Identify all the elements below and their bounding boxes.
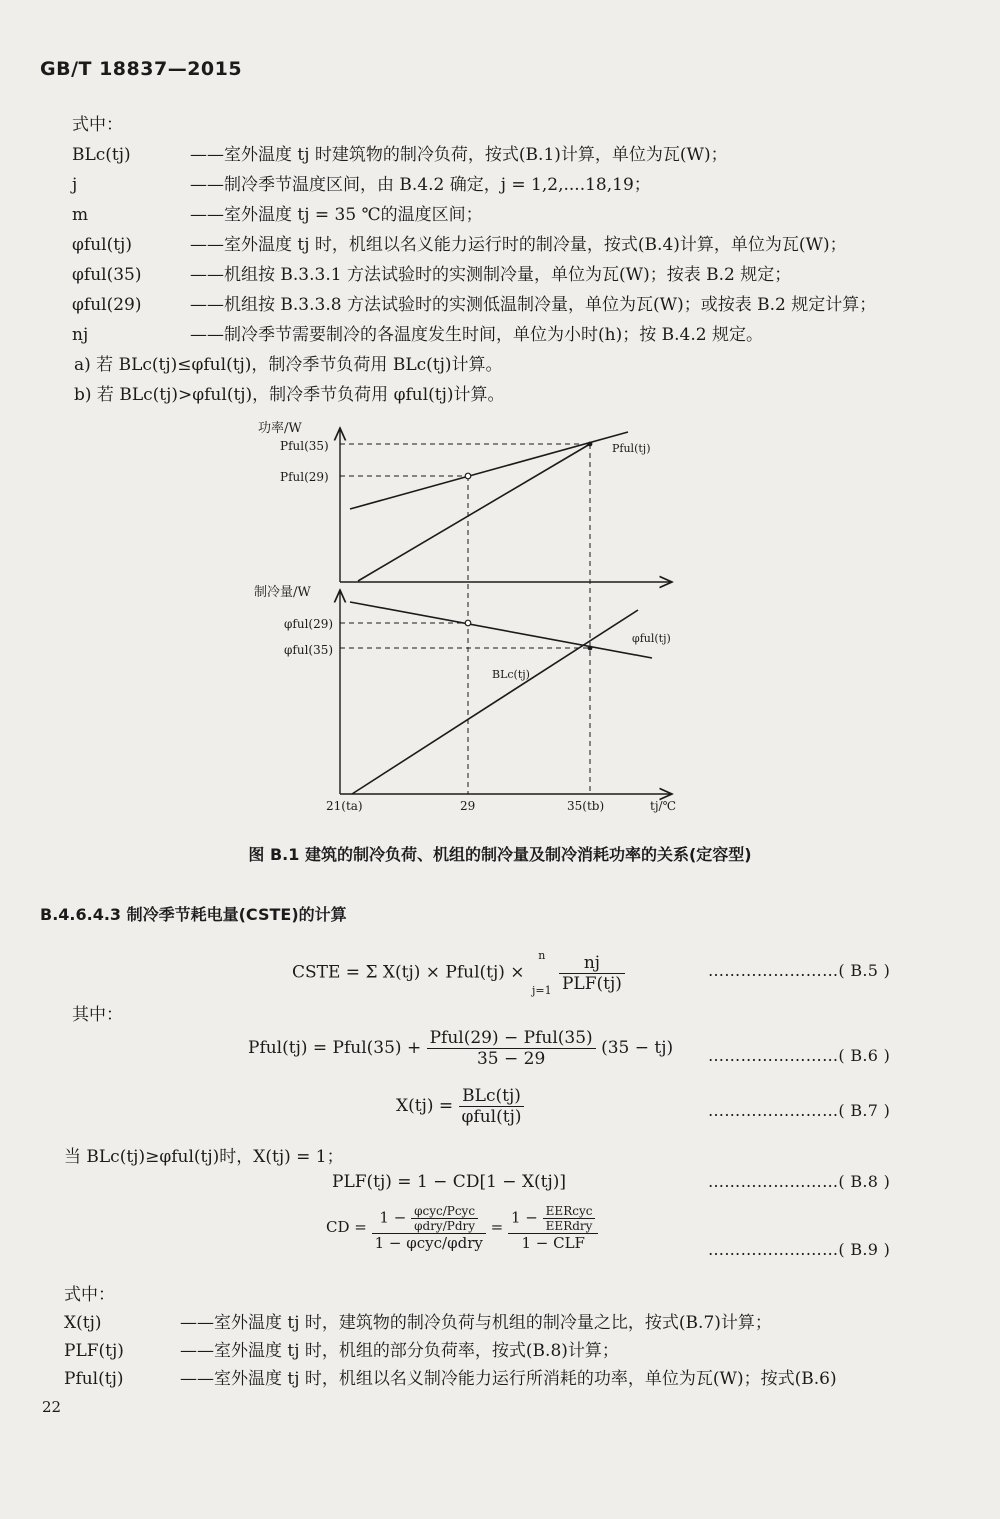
b9-a-numerator (372, 1204, 486, 1234)
point-p35 (588, 442, 593, 447)
eq-b9-number: ……………………( B.9 ) (708, 1240, 891, 1259)
x-axis-label: tj/℃ (650, 799, 677, 813)
b6-lhs: Pful(tj) = Pful(35) + (248, 1038, 422, 1058)
def-symbol: m (72, 205, 89, 225)
def-item (72, 260, 791, 285)
eq-b6-number: ……………………( B.6 ) (708, 1046, 891, 1065)
def-text: ——制冷季节需要制冷的各温度发生时间，单位为小时(h)；按 B.4.2 规定。 (190, 325, 763, 345)
case-a: a) 若 BLc(tj)≤φful(tj)，制冷季节负荷用 BLc(tj)计算。 (74, 355, 503, 375)
equation-b5 (292, 950, 625, 996)
def-item (72, 200, 483, 225)
def-item (72, 320, 763, 345)
b9-b-inner-num: EERcyc (543, 1204, 596, 1219)
def-item (64, 1308, 772, 1333)
equation-b7 (396, 1086, 524, 1127)
bottom-y-label: 制冷量/W (254, 585, 311, 600)
eq-b7-number: ……………………( B.7 ) (708, 1101, 891, 1120)
def-text: ——制冷季节温度区间，由 B.4.2 确定，j = 1,2,....18,19； (190, 175, 651, 195)
bottom-tick-phi29: φful(29) (284, 617, 334, 631)
b6-fraction (427, 1028, 596, 1069)
b9-b-inner-den: EERdry (545, 1219, 593, 1233)
b6-tail: (35 − tj) (601, 1038, 674, 1058)
def-item (64, 1336, 619, 1361)
x-tick-21: 21(ta) (326, 799, 363, 813)
load-line-top (358, 444, 590, 581)
def-text: ——室外温度 tj 时，机组以名义能力运行时的制冷量，按式(B.4)计算，单位为瓦(W)； (190, 235, 847, 255)
def-text: ——室外温度 tj = 35 ℃的温度区间； (190, 205, 483, 225)
defs2-intro: 式中： (64, 1285, 115, 1305)
b7-lhs: X(tj) = (396, 1096, 454, 1116)
x-tick-35: 35(tb) (567, 799, 605, 813)
def-text: ——室外温度 tj 时，建筑物的制冷负荷与机组的制冷量之比，按式(B.7)计算； (180, 1313, 772, 1333)
pful-curve-label: Pful(tj) (612, 442, 651, 455)
def-text: ——机组按 B.3.3.8 方法试验时的实测低温制冷量，单位为瓦(W)；或按表 B.2 规定计算； (190, 295, 877, 315)
top-tick-p29: Pful(29) (280, 470, 329, 484)
b9-b-one-minus: 1 − (511, 1208, 538, 1227)
phi-curve-label: φful(tj) (632, 632, 671, 645)
def-text: ——室外温度 tj 时建筑物的制冷负荷，按式(B.1)计算，单位为瓦(W)； (190, 145, 728, 165)
def-symbol: j (72, 175, 78, 195)
b7-num: BLc(tj) (459, 1086, 525, 1107)
b6-den: 35 − 29 (476, 1049, 546, 1069)
def-symbol: φful(35) (72, 265, 142, 285)
point-phi35 (588, 646, 593, 651)
b9-a-inner (411, 1204, 478, 1233)
bottom-tick-phi35: φful(35) (284, 643, 334, 657)
b5-den: PLF(tj) (561, 973, 622, 994)
top-y-label: 功率/W (258, 421, 302, 436)
def-item (72, 170, 651, 195)
def-symbol: nj (72, 325, 89, 345)
condition-line: 当 BLc(tj)≥φful(tj)时，X(tj) = 1； (64, 1147, 344, 1167)
standard-number: GB/T 18837—2015 (40, 58, 243, 80)
defs1-intro: 式中： (72, 115, 123, 135)
b9-a-inner-num: φcyc/Pcyc (411, 1204, 478, 1219)
b9-lhs: CD = (326, 1218, 367, 1236)
b9-b-inner (543, 1204, 596, 1233)
figure-b1 (240, 410, 720, 834)
equation-b6 (248, 1028, 673, 1069)
eq-b5-number: ……………………( B.5 ) (708, 961, 891, 980)
case-b: b) 若 BLc(tj)>φful(tj)，制冷季节负荷用 φful(tj)计算。 (74, 385, 505, 405)
equation-b8: PLF(tj) = 1 − CD[1 − X(tj)] (332, 1172, 567, 1192)
def-symbol: Pful(tj) (64, 1369, 124, 1389)
def-text: ——室外温度 tj 时，机组的部分负荷率，按式(B.8)计算； (180, 1341, 619, 1361)
def-symbol: PLF(tj) (64, 1341, 124, 1361)
figure-caption: 图 B.1 建筑的制冷负荷、机组的制冷量及制冷消耗功率的关系(定容型) (248, 845, 752, 864)
b9-equals: = (490, 1218, 504, 1236)
def-item (72, 290, 876, 315)
b7-den: φful(tj) (461, 1107, 522, 1127)
def-item (64, 1364, 837, 1389)
b5-lhs: CSTE = Σ X(tj) × Pful(tj) × (292, 962, 525, 983)
b6-num: Pful(29) − Pful(35) (427, 1028, 596, 1049)
b5-sum-top: n (538, 949, 546, 962)
equation-b9 (326, 1204, 598, 1252)
b5-sum-bottom: j=1 (531, 984, 552, 997)
eq-b8-number: ……………………( B.8 ) (708, 1172, 891, 1191)
page-number: 22 (42, 1398, 62, 1416)
where-label: 其中： (72, 1005, 123, 1025)
def-text: ——室外温度 tj 时，机组以名义制冷能力运行所消耗的功率，单位为瓦(W)；按式(B.6) (180, 1369, 837, 1389)
def-item (72, 140, 728, 165)
b9-b-numerator (508, 1204, 598, 1234)
def-symbol: BLc(tj) (72, 145, 131, 165)
def-symbol: φful(29) (72, 295, 142, 315)
figure-b1-diagram (240, 410, 720, 830)
b7-fraction (459, 1086, 525, 1127)
point-p29 (465, 473, 471, 479)
top-tick-p35: Pful(35) (280, 439, 329, 453)
point-phi29 (465, 620, 471, 626)
b5-num: nj (559, 953, 625, 974)
def-symbol: φful(tj) (72, 235, 132, 255)
b9-fraction-b (508, 1204, 598, 1252)
b9-b-denominator: 1 − CLF (521, 1234, 585, 1252)
b5-fraction (559, 953, 625, 994)
bl-curve-label: BLc(tj) (492, 668, 530, 681)
def-text: ——机组按 B.3.3.1 方法试验时的实测制冷量，单位为瓦(W)；按表 B.2 规定； (190, 265, 792, 285)
b9-a-one-minus: 1 − (379, 1208, 407, 1227)
b9-a-inner-den: φdry/Pdry (414, 1219, 476, 1233)
b9-fraction-a (372, 1204, 486, 1252)
x-tick-29: 29 (460, 799, 476, 813)
def-item (72, 230, 847, 255)
def-symbol: X(tj) (64, 1313, 102, 1333)
section-title: B.4.6.4.3 制冷季节耗电量(CSTE)的计算 (40, 905, 347, 924)
b9-a-denominator: 1 − φcyc/φdry (374, 1234, 483, 1252)
bl-line (352, 610, 638, 794)
